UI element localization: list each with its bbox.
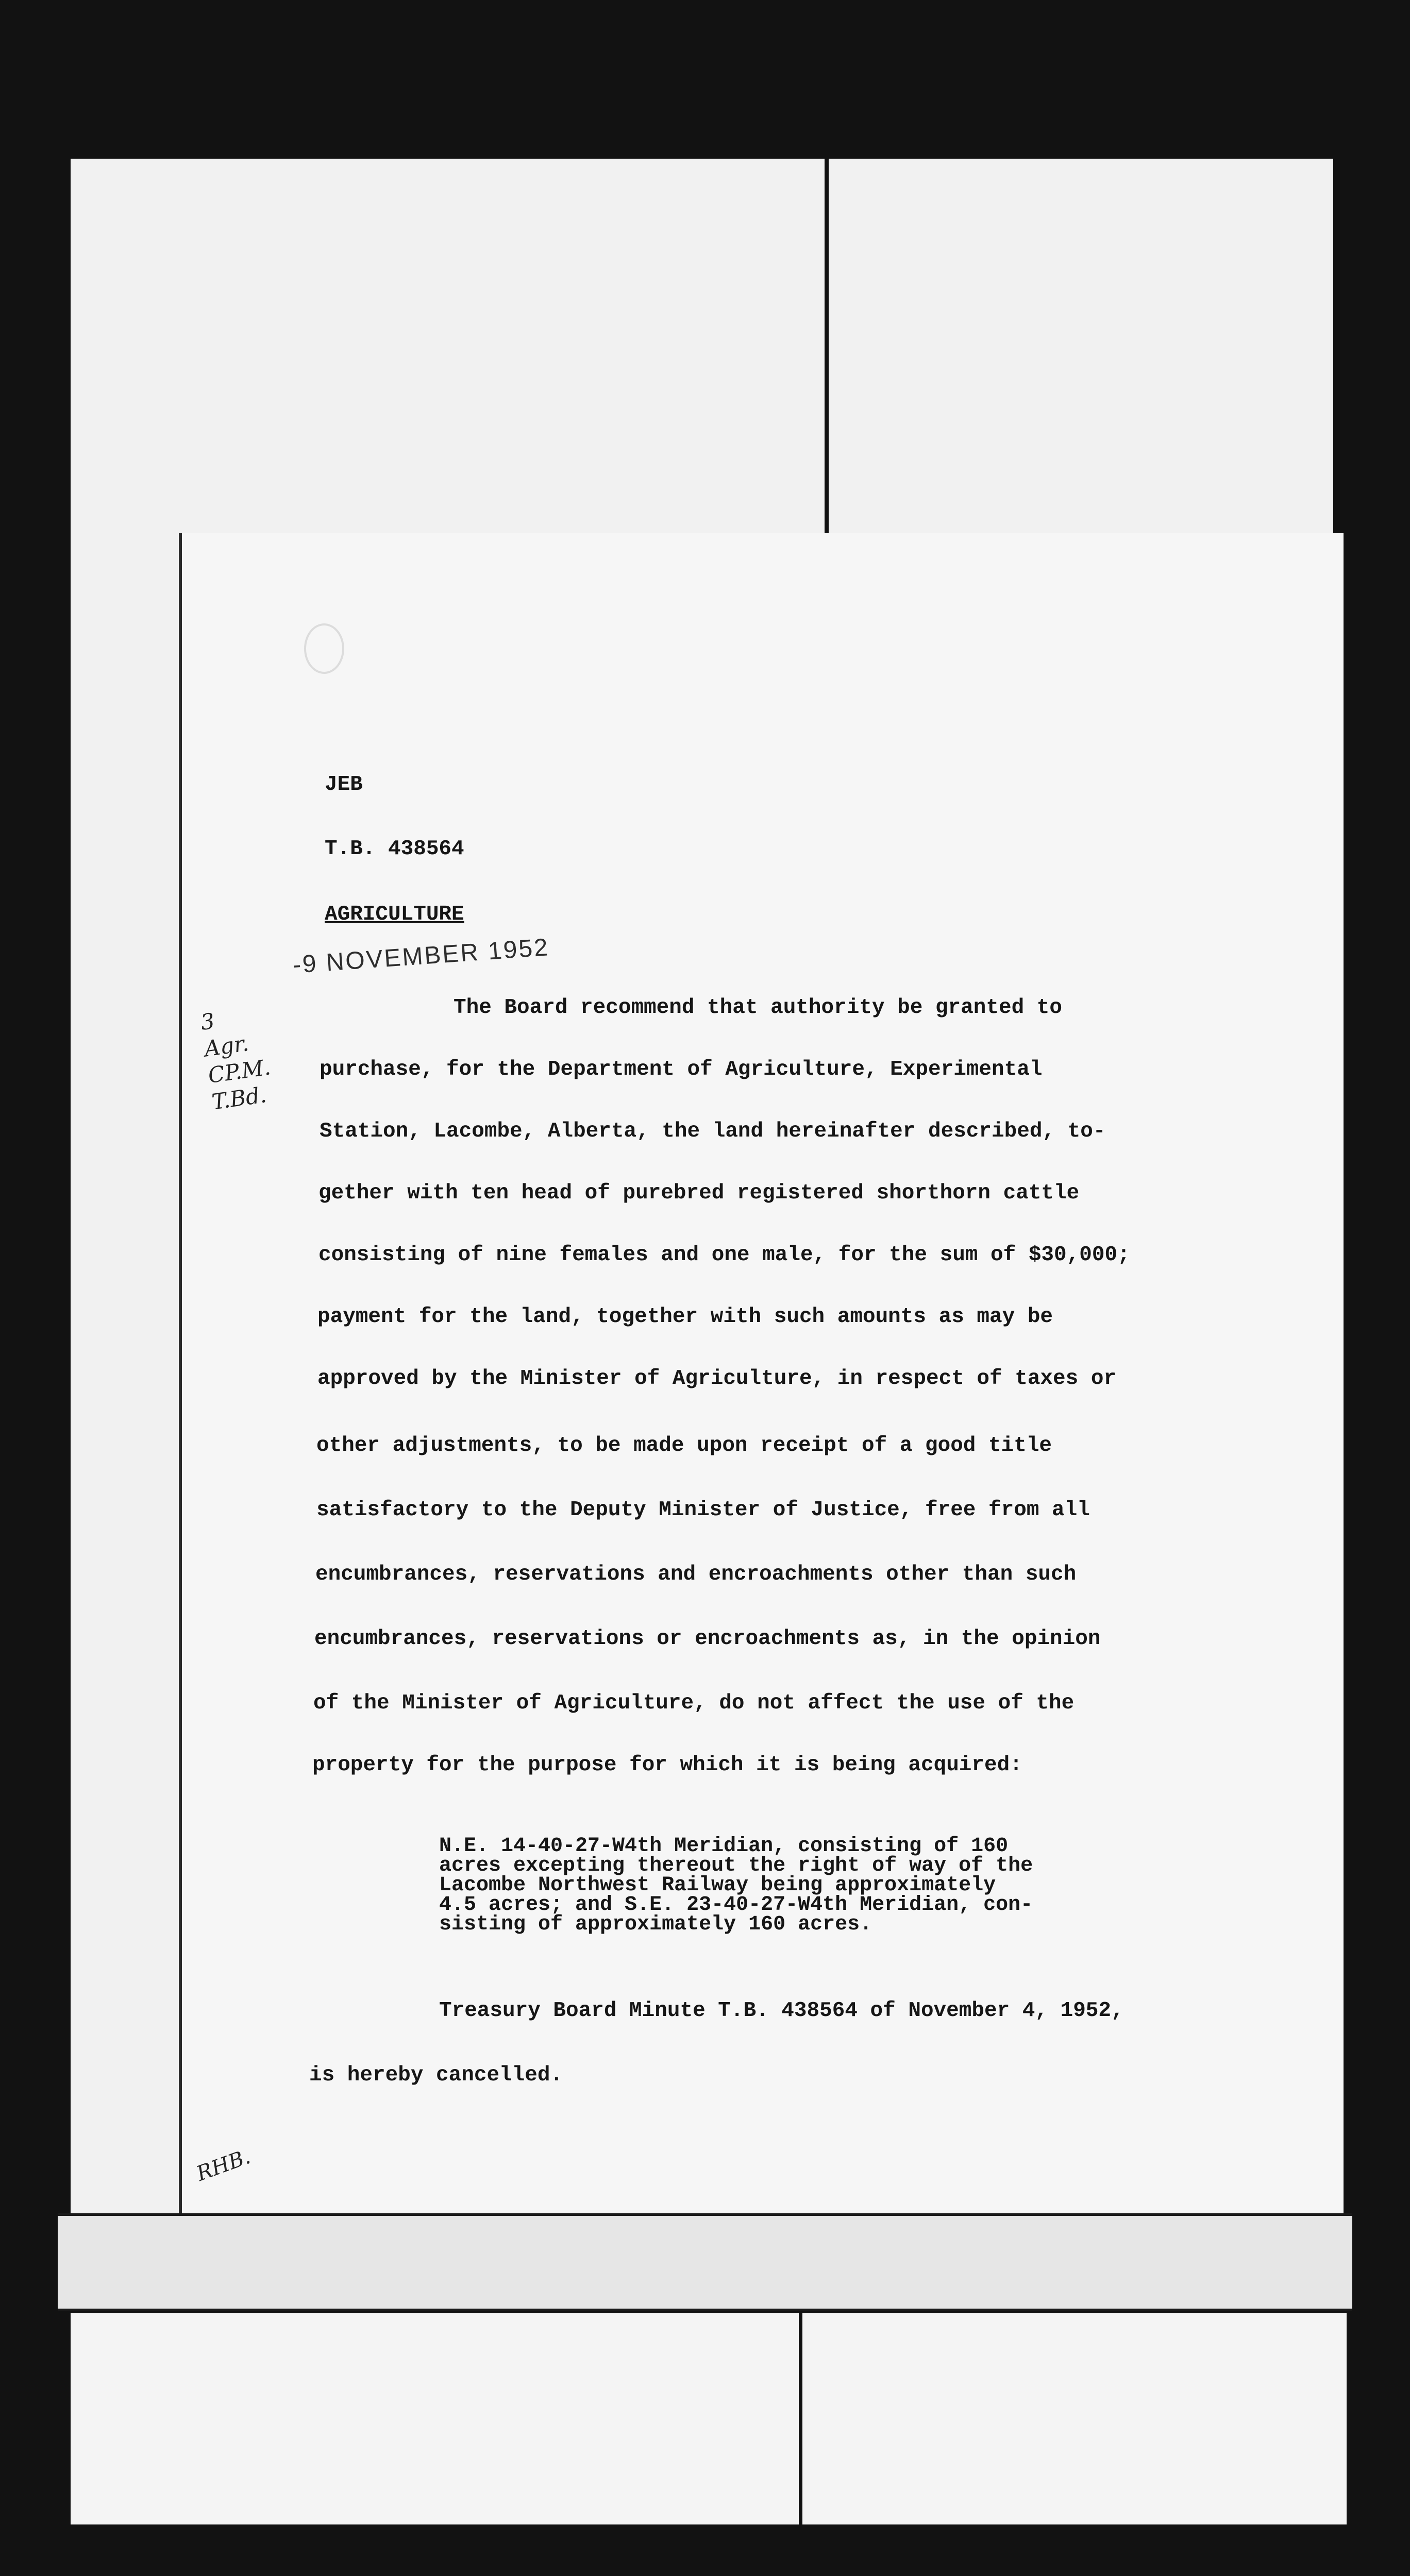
department-heading: AGRICULTURE bbox=[325, 903, 464, 926]
land-description-line-2: acres excepting thereout the right of way of the bbox=[439, 1854, 1033, 1877]
land-description-line-3: Lacombe Northwest Railway being approximately bbox=[439, 1874, 996, 1897]
body-line-5: consisting of nine females and one male, for the sum of $30,000; bbox=[318, 1243, 1130, 1267]
bottom-sheet-fold bbox=[799, 2313, 802, 2524]
land-description-line-4: 4.5 acres; and S.E. 23-40-27-W4th Meridian, con- bbox=[439, 1893, 1033, 1917]
body-line-4: gether with ten head of purebred registered shorthorn cattle bbox=[318, 1181, 1080, 1205]
body-line-6: payment for the land, together with such amounts as may be bbox=[317, 1305, 1053, 1329]
body-line-10: encumbrances, reservations and encroachments other than such bbox=[315, 1563, 1077, 1586]
body-line-11: encumbrances, reservations or encroachments as, in the opinion bbox=[314, 1627, 1101, 1651]
land-description-line-5: sisting of approximately 160 acres. bbox=[439, 1913, 872, 1936]
paper-stain bbox=[304, 623, 344, 674]
body-line-2: purchase, for the Department of Agriculture, Experimental bbox=[320, 1058, 1043, 1081]
body-line-8: other adjustments, to be made upon receipt of a good title bbox=[316, 1434, 1052, 1458]
margin-note: 3 Agr. CP.M. T.Bd. bbox=[199, 1008, 272, 1115]
background-sheet-fold bbox=[825, 159, 829, 540]
cancellation-line-1: Treasury Board Minute T.B. 438564 of November 4, 1952, bbox=[439, 1999, 1124, 2023]
tb-number: T.B. 438564 bbox=[325, 837, 464, 861]
land-description bbox=[439, 1837, 1033, 1935]
body-line-1: The Board recommend that authority be granted to bbox=[454, 996, 1062, 1020]
folded-flap bbox=[58, 2213, 1352, 2311]
body-line-12: of the Minister of Agriculture, do not affect the use of the bbox=[313, 1691, 1075, 1715]
body-line-9: satisfactory to the Deputy Minister of Justice, free from all bbox=[316, 1498, 1090, 1522]
date-stamp: -9 NOVEMBER 1952 bbox=[292, 934, 550, 979]
body-line-7: approved by the Minister of Agriculture, in respect of taxes or bbox=[317, 1367, 1117, 1391]
bottom-sheet bbox=[71, 2313, 1347, 2524]
signature-initials: RHB. bbox=[193, 2145, 254, 2186]
cancellation-line-2: is hereby cancelled. bbox=[309, 2063, 563, 2087]
land-description-line-1: N.E. 14-40-27-W4th Meridian, consisting of 160 bbox=[439, 1835, 1009, 1858]
body-line-3: Station, Lacombe, Alberta, the land hereinafter described, to- bbox=[320, 1120, 1106, 1143]
body-line-13: property for the purpose for which it is being acquired: bbox=[312, 1753, 1022, 1777]
initials: JEB bbox=[325, 773, 363, 796]
